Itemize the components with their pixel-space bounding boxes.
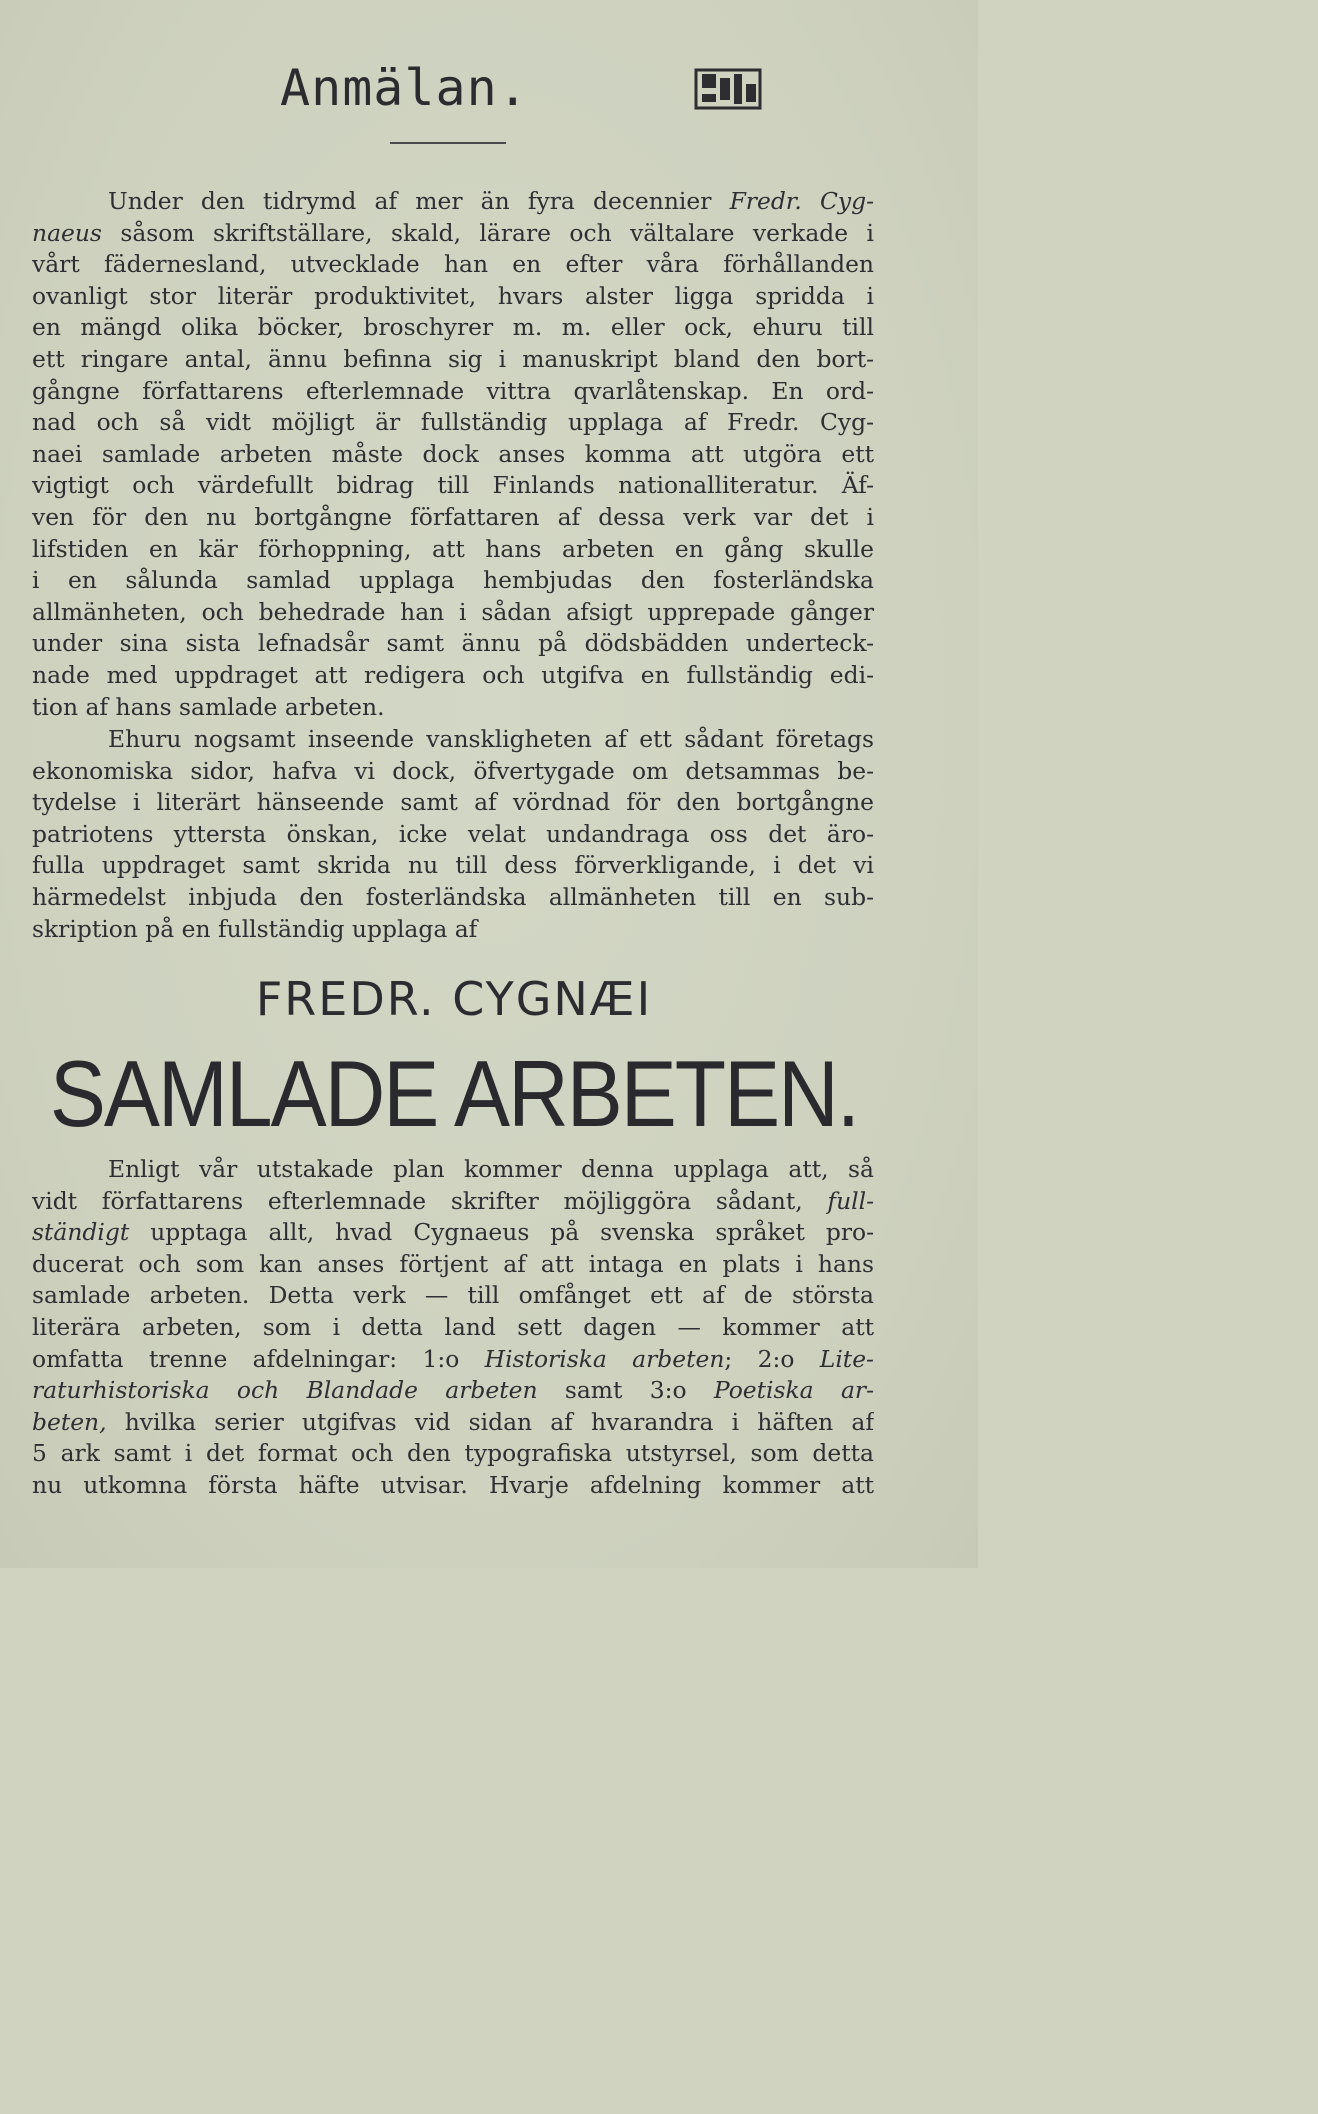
text-line bbox=[32, 1344, 874, 1376]
text-line bbox=[32, 218, 874, 250]
text-line: patriotens yttersta önskan, icke velat undandraga oss det äro- bbox=[32, 819, 874, 848]
text-line: gångne författarens efterlemnade vittra qvarlåtenskap. En ord- bbox=[32, 376, 874, 405]
text-line: ovanligt stor literär produktivitet, hvars alster ligga spridda i bbox=[32, 281, 874, 310]
author-name-italic: Fredr. Cyg- bbox=[729, 187, 874, 215]
text-line: 5 ark samt i det format och den typografiska utstyrsel, som detta bbox=[32, 1439, 874, 1468]
text-span: omfatta trenne afdelningar: 1:o bbox=[32, 1344, 485, 1373]
text-line: fulla uppdraget samt skrida nu till dess förverkligande, i det vi bbox=[32, 851, 874, 880]
text-line: literära arbeten, som i detta land sett dagen — kommer att bbox=[32, 1312, 874, 1341]
text-line bbox=[32, 1407, 874, 1439]
text-line: härmedelst inbjuda den fosterländska allmänheten till en sub- bbox=[32, 882, 874, 911]
page-title: Anmälan. bbox=[280, 59, 529, 117]
italic-span: ständigt bbox=[32, 1218, 130, 1247]
italic-span: raturhistoriska och Blandade arbeten bbox=[32, 1376, 538, 1405]
text-span: såsom skriftställare, skald, lärare och vältalare verkade i bbox=[101, 218, 874, 247]
author-heading: FREDR. CYGNÆI bbox=[255, 972, 653, 1026]
text-line: lifstiden en kär förhoppning, att hans arbeten en gång skulle bbox=[32, 534, 874, 563]
text-line bbox=[32, 1217, 874, 1249]
italic-span: full- bbox=[827, 1186, 874, 1215]
text-line: vårt fädernesland, utvecklade han en efter våra förhållanden bbox=[32, 250, 874, 279]
paragraph-intro bbox=[32, 186, 874, 723]
work-title-heading: SAMLADE ARBETEN. bbox=[49, 1041, 859, 1147]
italic-span: Poetiska ar- bbox=[713, 1376, 874, 1405]
text-span: ; 2:o bbox=[724, 1344, 820, 1373]
text-line: ducerat och som kan anses förtjent af att intaga en plats i hans bbox=[32, 1249, 874, 1278]
text-line bbox=[32, 186, 874, 218]
text-span: Under den tidrymd af mer än fyra decennier bbox=[108, 187, 730, 215]
text-line: ven för den nu bortgångne författaren af dessa verk var det i bbox=[32, 502, 874, 531]
italic-span: Lite- bbox=[819, 1344, 874, 1373]
text-line: skription på en fullständig upplaga af bbox=[32, 914, 478, 943]
text-line: samlade arbeten. Detta verk — till omfånget ett af de största bbox=[32, 1281, 874, 1310]
text-span: hvilka serier utgifvas vid sidan af hvarandra i häften af bbox=[106, 1407, 874, 1436]
text-line: allmänheten, och behedrade han i sådan afsigt upprepade gånger bbox=[32, 597, 874, 626]
italic-span: beten, bbox=[32, 1407, 107, 1436]
text-line: under sina sista lefnadsår samt ännu på dödsbädden underteck- bbox=[32, 629, 874, 658]
text-line: i en sålunda samlad upplaga hembjudas den fosterländska bbox=[32, 566, 874, 595]
text-line: tydelse i literärt hänseende samt af vördnad för den bortgångne bbox=[32, 788, 874, 817]
text-line: nade med uppdraget att redigera och utgifva en fullständig edi- bbox=[32, 660, 874, 689]
paragraph-plan bbox=[32, 1154, 874, 1502]
text-line bbox=[32, 1186, 874, 1218]
text-span: vidt författarens efterlemnade skrifter möjliggöra sådant, bbox=[32, 1186, 828, 1215]
italic-span: Historiska arbeten bbox=[484, 1344, 725, 1373]
text-line: naei samlade arbeten måste dock anses komma att utgöra ett bbox=[32, 439, 874, 468]
text-span: samt 3:o bbox=[537, 1376, 714, 1405]
text-line: ett ringare antal, ännu befinna sig i manuskript bland den bort- bbox=[32, 344, 874, 373]
text-line: Enligt vår utstakade plan kommer denna upplaga att, så bbox=[108, 1155, 874, 1183]
library-stamp-icon bbox=[692, 64, 766, 112]
text-line: Ehuru nogsamt inseende vanskligheten af ett sådant företags bbox=[108, 725, 874, 753]
text-line: ekonomiska sidor, hafva vi dock, öfvertygade om detsammas be- bbox=[32, 756, 874, 785]
author-name-italic: naeus bbox=[32, 218, 102, 247]
header bbox=[0, 48, 978, 128]
text-line: tion af hans samlade arbeten. bbox=[32, 692, 385, 721]
title-divider bbox=[390, 142, 506, 144]
text-span: upptaga allt, hvad Cygnaeus på svenska språket pro- bbox=[129, 1218, 874, 1247]
text-line: vigtigt och värdefullt bidrag till Finlands nationalliteratur. Äf- bbox=[32, 471, 874, 500]
text-line: nu utkomna första häfte utvisar. Hvarje afdelning kommer att bbox=[32, 1470, 874, 1499]
paragraph-subscription bbox=[32, 724, 874, 945]
text-line: en mängd olika böcker, broschyrer m. m. eller ock, ehuru till bbox=[32, 313, 874, 342]
text-line bbox=[32, 1375, 874, 1407]
text-line: nad och så vidt möjligt är fullständig upplaga af Fredr. Cyg- bbox=[32, 408, 874, 437]
